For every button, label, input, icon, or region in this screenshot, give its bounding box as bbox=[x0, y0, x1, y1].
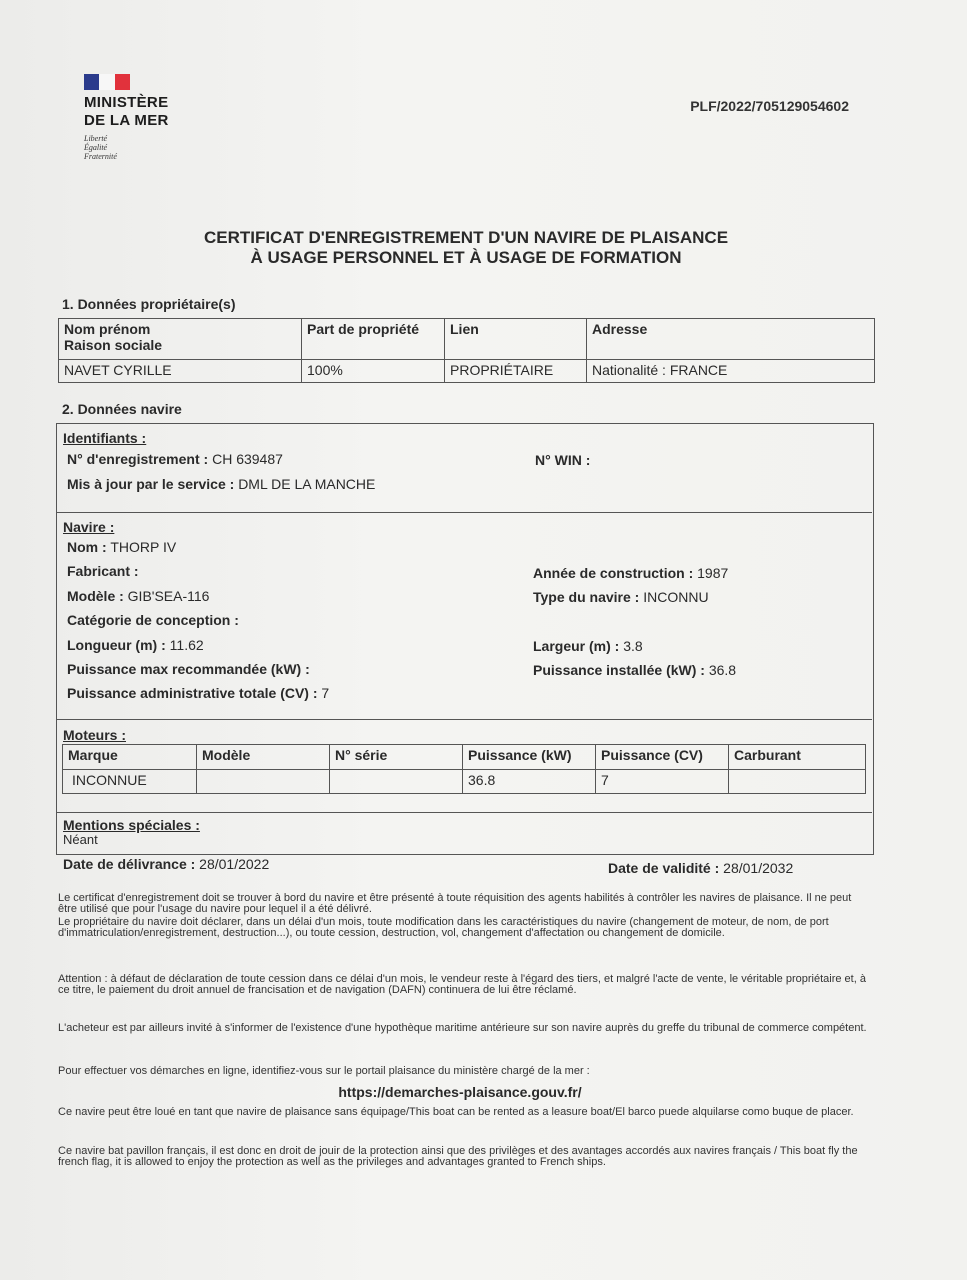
registration-number: N° d'enregistrement : CH 639487 bbox=[67, 451, 283, 467]
french-flag-icon bbox=[84, 74, 130, 90]
ministry-logo bbox=[84, 74, 169, 161]
owner-row bbox=[59, 360, 875, 383]
vessel-section-title: 2. Données navire bbox=[62, 401, 182, 417]
max-power: Puissance max recommandée (kW) : bbox=[67, 661, 310, 677]
owner-header-link: Lien bbox=[445, 319, 587, 360]
engine-model-cell bbox=[197, 770, 330, 794]
engine-power-kw-cell: 36.8 bbox=[463, 770, 596, 794]
note-paragraph: Ce navire peut être loué en tant que navire de plaisance sans équipage/This boat can be rented as a leasure boat/El barco puede alquilarse como buque de placer. bbox=[58, 1106, 854, 1118]
engine-brand-cell: INCONNUE bbox=[63, 770, 197, 794]
model: Modèle : GIB'SEA-116 bbox=[67, 588, 210, 604]
engine-header-power-cv: Puissance (CV) bbox=[596, 745, 729, 770]
identifiants-title: Identifiants : bbox=[63, 430, 147, 446]
win-number: N° WIN : bbox=[535, 452, 591, 468]
owner-name-cell: NAVET CYRILLE bbox=[59, 360, 302, 383]
owner-header-share: Part de propriété bbox=[302, 319, 445, 360]
owner-header-row bbox=[59, 319, 875, 360]
manufacturer: Fabricant : bbox=[67, 563, 139, 579]
engine-serial-cell bbox=[330, 770, 463, 794]
vessel-name: Nom : THORP IV bbox=[67, 539, 177, 555]
vessel-type: Type du navire : INCONNU bbox=[533, 589, 709, 605]
document-reference: PLF/2022/705129054602 bbox=[690, 98, 849, 114]
width: Largeur (m) : 3.8 bbox=[533, 638, 643, 654]
owner-link-cell: PROPRIÉTAIRE bbox=[445, 360, 587, 383]
engine-header-power-kw: Puissance (kW) bbox=[463, 745, 596, 770]
admin-power: Puissance administrative totale (CV) : 7 bbox=[67, 685, 330, 701]
owner-header-name: Nom prénom Raison sociale bbox=[59, 319, 302, 360]
engine-header-brand: Marque bbox=[63, 745, 197, 770]
owner-table bbox=[58, 318, 875, 383]
engines-table bbox=[62, 744, 866, 794]
engine-header-model: Modèle bbox=[197, 745, 330, 770]
engine-fuel-cell bbox=[729, 770, 866, 794]
engines-title: Moteurs : bbox=[63, 727, 126, 743]
validity-date: Date de validité : 28/01/2032 bbox=[608, 860, 794, 876]
note-paragraph: Pour effectuer vos démarches en ligne, identifiez-vous sur le portail plaisance du ministère chargé de la mer : bbox=[58, 1065, 590, 1077]
engine-row bbox=[63, 770, 866, 794]
republic-motto: Liberté Égalité Fraternité bbox=[84, 134, 117, 161]
note-paragraph: L'acheteur est par ailleurs invité à s'informer de l'existence d'une hypothèque maritime antérieure sur son navire auprès du greffe du tribunal de commerce compétent. bbox=[58, 1022, 867, 1034]
owner-address-cell: Nationalité : FRANCE bbox=[587, 360, 875, 383]
portal-link[interactable]: https://demarches-plaisance.gouv.fr/ bbox=[338, 1084, 582, 1100]
issue-date: Date de délivrance : 28/01/2022 bbox=[63, 856, 270, 872]
owner-section-title: 1. Données propriétaire(s) bbox=[62, 296, 236, 312]
divider bbox=[56, 812, 872, 813]
divider bbox=[56, 719, 872, 720]
build-year: Année de construction : 1987 bbox=[533, 565, 729, 581]
engine-power-cv-cell: 7 bbox=[596, 770, 729, 794]
note-paragraph: Ce navire bat pavillon français, il est donc en droit de jouir de la protection ainsi que des privilèges et des avantages accordés aux navires français / This boat fly the french flag, it is allowed to enjoy the protection as well as the privileges and advantages granted to French ships. bbox=[58, 1145, 858, 1168]
design-category: Catégorie de conception : bbox=[67, 612, 239, 628]
service: Mis à jour par le service : DML DE LA MANCHE bbox=[67, 476, 376, 492]
document-title: CERTIFICAT D'ENREGISTREMENT D'UN NAVIRE DE PLAISANCE À USAGE PERSONNEL ET À USAGE DE FORMATION bbox=[203, 228, 729, 267]
note-paragraph: Le certificat d'enregistrement doit se trouver à bord du navire et être présenté à toute réquisition des agents habilités à contrôler les navires de plaisance. Il ne peut être utilisé que pour l'usage du navire pour lequel il a été délivré. bbox=[58, 892, 852, 915]
note-paragraph: Le propriétaire du navire doit déclarer, dans un délai d'un mois, toute modification dans les caractéristiques du navire (changement de moteur, de nom, de port d'immatriculation/enregistrement, destruction...), ou toute cession, destruction, vol, changement d'affectation ou changement de domicile. bbox=[58, 916, 829, 939]
owner-header-address: Adresse bbox=[587, 319, 875, 360]
mentions-value: Néant bbox=[63, 832, 98, 847]
owner-share-cell: 100% bbox=[302, 360, 445, 383]
engine-header-fuel: Carburant bbox=[729, 745, 866, 770]
navire-title: Navire : bbox=[63, 519, 115, 535]
note-paragraph: Attention : à défaut de déclaration de toute cession dans ce délai d'un mois, le vendeur reste à l'égard des tiers, et malgré l'acte de vente, le véritable propriétaire et, à ce titre, le paiement du droit annuel de francisation et de navigation (DAFN) continuera de lui être réclamé. bbox=[58, 973, 866, 996]
engines-header-row bbox=[63, 745, 866, 770]
divider bbox=[56, 512, 872, 513]
mentions-title: Mentions spéciales : bbox=[63, 817, 200, 833]
ministry-name: MINISTÈRE DE LA MER bbox=[84, 94, 169, 129]
installed-power: Puissance installée (kW) : 36.8 bbox=[533, 662, 737, 678]
engine-header-serial: N° série bbox=[330, 745, 463, 770]
length: Longueur (m) : 11.62 bbox=[67, 637, 204, 653]
